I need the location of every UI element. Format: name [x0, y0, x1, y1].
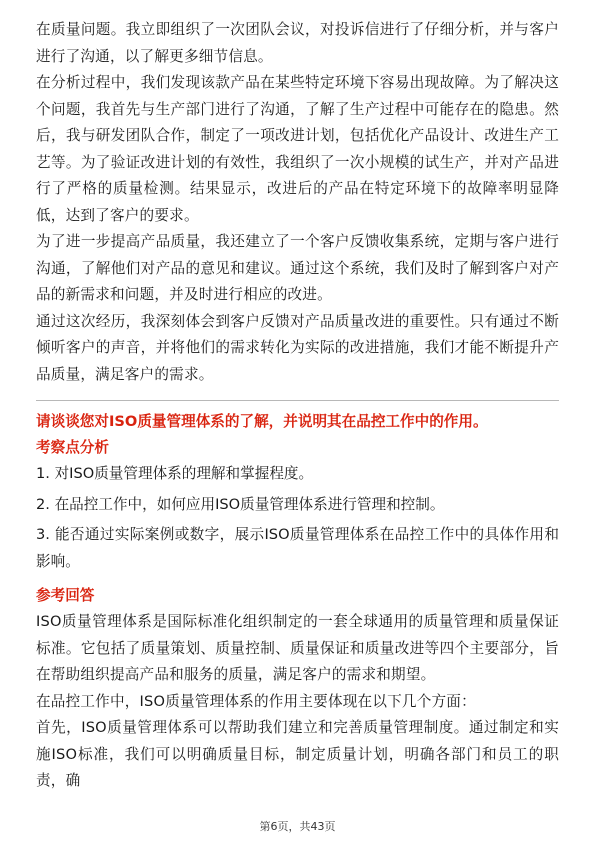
analysis-item-2: 2. 在品控工作中，如何应用ISO质量管理体系进行管理和控制。	[36, 495, 445, 513]
document-page	[36, 17, 559, 795]
section-divider	[36, 400, 559, 401]
answer-heading: 参考回答	[36, 587, 95, 604]
answer-paragraph-1: ISO质量管理体系是国际标准化组织制定的一套全球通用的质量管理和质量保证标准。它包括了质量策划、质量控制、质量保证和质量改进等四个主要部分，旨在帮助组织提高产品和服务的质量，满足客户的需求和期望。	[36, 613, 559, 683]
answer-paragraph-3: 首先，ISO质量管理体系可以帮助我们建立和完善质量管理制度。通过制定和实施ISO标准，我们可以明确质量目标，制定质量计划，明确各部门和员工的职责，确	[36, 719, 559, 789]
story-paragraph-3: 为了进一步提高产品质量，我还建立了一个客户反馈收集系统，定期与客户进行沟通，了解他们对产品的意见和建议。通过这个系统，我们及时了解到客户对产品的新需求和问题，并及时进行相应的改进。	[36, 233, 559, 303]
analysis-list	[36, 461, 559, 575]
story-section	[36, 17, 559, 388]
answer-section	[36, 609, 559, 795]
analysis-item-1: 1. 对ISO质量管理体系的理解和掌握程度。	[36, 465, 314, 482]
analysis-heading: 考察点分析	[36, 439, 109, 456]
story-paragraph-1: 在质量问题。我立即组织了一次团队会议，对投诉信进行了仔细分析，并与客户进行了沟通，以了解更多细节信息。	[36, 21, 559, 65]
question-title: 请谈谈您对ISO质量管理体系的了解，并说明其在品控工作中的作用。	[36, 413, 488, 430]
story-paragraph-2: 在分析过程中，我们发现该款产品在某些特定环境下容易出现故障。为了解决这个问题，我首先与生产部门进行了沟通，了解了生产过程中可能存在的隐患。然后，我与研发团队合作，制定了一项改进计划，包括优化产品设计、改进生产工艺等。为了验证改进计划的有效性，我组织了一次小规模的试生产，并对产品进行了严格的质量检测。结果显示，改进后的产品在特定环境下的故障率明显降低，达到了客户的要求。	[36, 74, 559, 224]
story-paragraph-4: 通过这次经历，我深刻体会到客户反馈对产品质量改进的重要性。只有通过不断倾听客户的声音，并将他们的需求转化为实际的改进措施，我们才能不断提升产品质量，满足客户的需求。	[36, 312, 559, 383]
page-number-footer: 第6页，共43页	[259, 820, 336, 833]
answer-paragraph-2: 在品控工作中，ISO质量管理体系的作用主要体现在以下几个方面：	[36, 692, 476, 710]
analysis-item-3: 3. 能否通过实际案例或数字，展示ISO质量管理体系在品控工作中的具体作用和影响。	[36, 526, 559, 570]
